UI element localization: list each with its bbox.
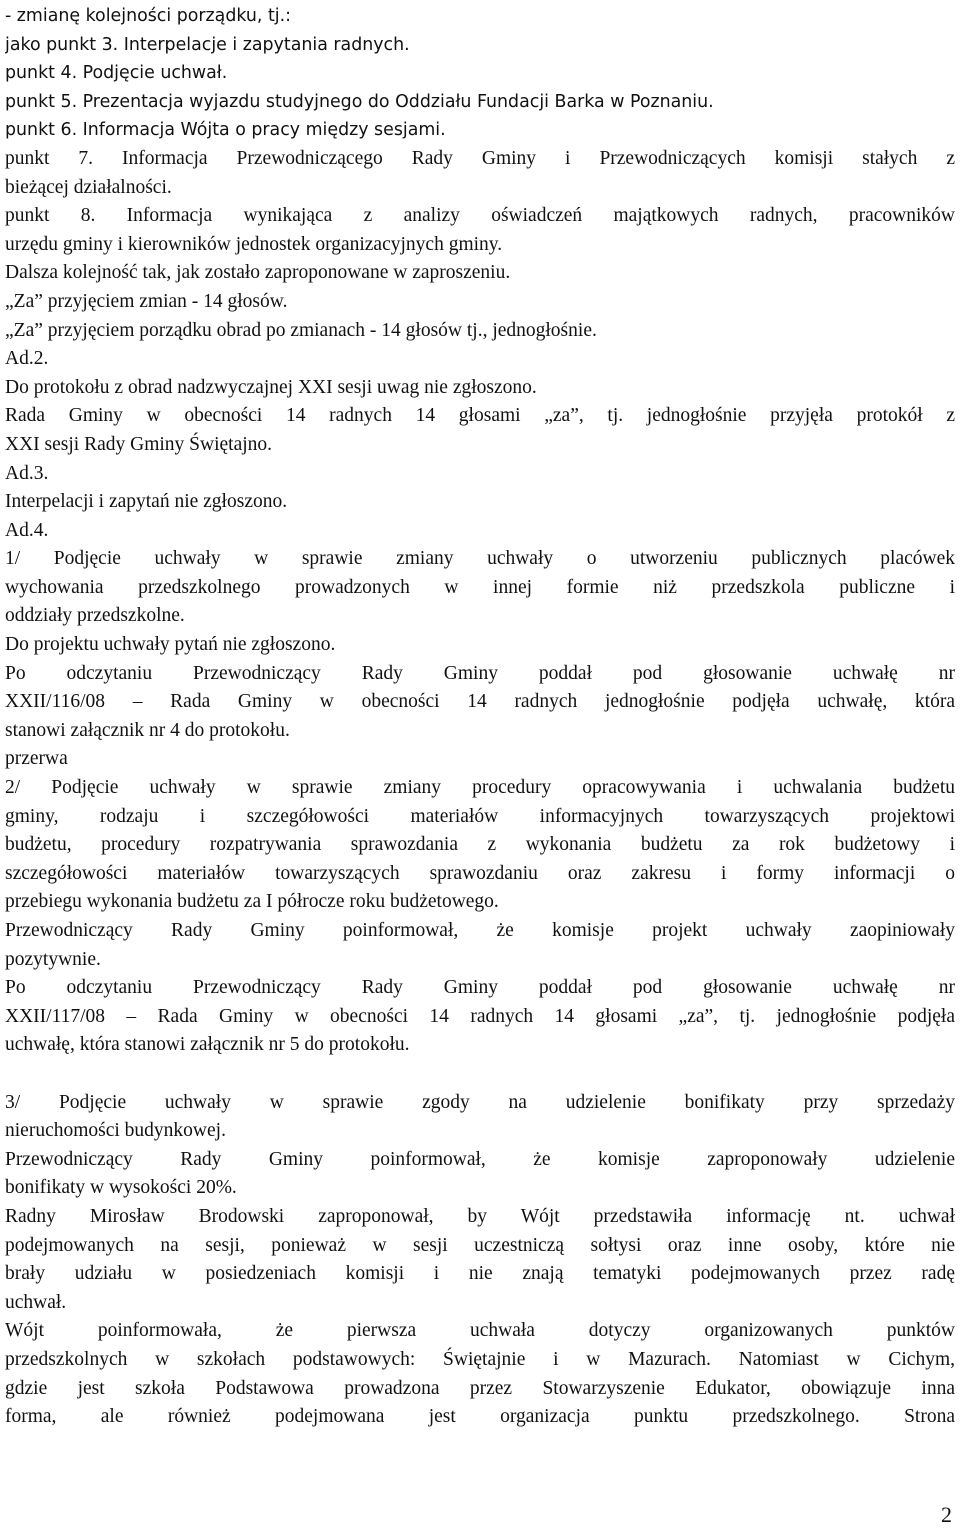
blank-line (5, 1060, 955, 1089)
text-line: stanowi załącznik nr 4 do protokołu. (5, 719, 290, 741)
text-line: jako punkt 3. Interpelacje i zapytania radnych. (5, 34, 410, 55)
text-line: 2/ Podjęcie uchwały w sprawie zmiany procedury opracowywania i uchwalania budżetu (5, 777, 955, 799)
text-line: Radny Mirosław Brodowski zaproponował, by Wójt przedstawiła informację nt. uchwał (5, 1205, 955, 1227)
text-line: XXII/117/08 – Rada Gminy w obecności 14 radnych 14 głosami „za”, tj. jednogłośnie podjęła (5, 1005, 955, 1027)
text-line: Po odczytaniu Przewodniczący Rady Gminy poddał pod głosowanie uchwałę nr (5, 662, 955, 684)
text-line: wychowania przedszkolnego prowadzonych w innej formie niż przedszkola publiczne i (5, 576, 955, 598)
text-line: punkt 6. Informacja Wójta o pracy między sesjami. (5, 120, 446, 141)
text-line: punkt 8. Informacja wynikająca z analizy oświadczeń majątkowych radnych, pracowników (5, 205, 955, 227)
text-line: podejmowanych na sesji, ponieważ w sesji uczestniczą sołtysi oraz inne osoby, które nie (5, 1234, 955, 1256)
text-line: Przewodniczący Rady Gminy poinformował, że komisje projekt uchwały zaopiniowały (5, 920, 955, 941)
text-line: Interpelacji i zapytań nie zgłoszono. (5, 491, 288, 513)
text-line: XXII/116/08 – Rada Gminy w obecności 14 radnych jednogłośnie podjęła uchwałę, która (5, 691, 955, 713)
text-line: 1/ Podjęcie uchwały w sprawie zmiany uchwały o utworzeniu publicznych placówek (5, 548, 955, 570)
text-line: „Za” przyjęciem zmian - 14 głosów. (5, 290, 288, 312)
text-line: Do protokołu z obrad nadzwyczajnej XXI sesji uwag nie zgłoszono. (5, 376, 537, 398)
text-line: szczegółowości materiałów towarzyszących sprawozdaniu oraz zakresu i formy informacji o (5, 862, 955, 884)
text-line: budżetu, procedury rozpatrywania sprawozdania z wykonania budżetu za rok budżetowy i (5, 834, 955, 856)
text-line: oddziały przedszkolne. (5, 605, 185, 627)
document-body (5, 2, 955, 1432)
text-line: „Za” przyjęciem porządku obrad po zmianach - 14 głosów tj., jednogłośnie. (5, 319, 597, 341)
text-line: nieruchomości budynkowej. (5, 1120, 226, 1142)
text-line: uchwał. (5, 1291, 67, 1313)
section-heading: Ad.2. (5, 348, 49, 370)
text-line: uchwałę, która stanowi załącznik nr 5 do protokołu. (5, 1034, 410, 1056)
text-line: punkt 4. Podjęcie uchwał. (5, 63, 228, 84)
text-line: - zmianę kolejności porządku, tj.: (5, 6, 292, 26)
section-heading: Ad.3. (5, 462, 49, 484)
text-line: forma, ale również podejmowana jest organizacja punktu przedszkolnego. Strona (5, 1406, 955, 1428)
text-line: gminy, rodzaju i szczegółowości materiałów informacyjnych towarzyszących projektowi (5, 805, 955, 827)
text-line: przedszkolnych w szkołach podstawowych: Świętajnie i w Mazurach. Natomiast w Cichym, (5, 1348, 955, 1370)
text-line: gdzie jest szkoła Podstawowa prowadzona przez Stowarzyszenie Edukator, obowiązuje inna (5, 1377, 955, 1399)
text-line: pozytywnie. (5, 948, 101, 970)
text-line: Do projektu uchwały pytań nie zgłoszono. (5, 634, 336, 656)
text-line: 3/ Podjęcie uchwały w sprawie zgody na udzielenie bonifikaty przy sprzedaży (5, 1091, 955, 1113)
text-line: Po odczytaniu Przewodniczący Rady Gminy poddał pod głosowanie uchwałę nr (5, 977, 955, 999)
text-line: punkt 7. Informacja Przewodniczącego Rady Gminy i Przewodniczących komisji stałych z (5, 147, 955, 169)
text-line: Wójt poinformowała, że pierwsza uchwała dotyczy organizowanych punktów (5, 1320, 955, 1342)
text-line: brały udziału w posiedzeniach komisji i nie znają tematyki podejmowanych przez radę (5, 1263, 955, 1285)
text-line: przebiegu wykonania budżetu za I półrocze roku budżetowego. (5, 891, 499, 913)
text-line: urzędu gminy i kierowników jednostek organizacyjnych gminy. (5, 233, 503, 255)
text-line: XXI sesji Rady Gminy Świętajno. (5, 433, 273, 455)
section-heading: Ad.4. (5, 519, 49, 541)
text-line: Rada Gminy w obecności 14 radnych 14 głosami „za”, tj. jednogłośnie przyjęła protokół z (5, 405, 955, 427)
text-line: Dalsza kolejność tak, jak zostało zaproponowane w zaproszeniu. (5, 262, 511, 284)
text-line: przerwa (5, 748, 68, 770)
page-number: 2 (941, 1502, 952, 1527)
text-line: bieżącej działalności. (5, 176, 172, 198)
text-line: bonifikaty w wysokości 20%. (5, 1177, 237, 1199)
text-line: punkt 5. Prezentacja wyjazdu studyjnego do Oddziału Fundacji Barka w Poznaniu. (5, 91, 714, 112)
text-line: Przewodniczący Rady Gminy poinformował, że komisje zaproponowały udzielenie (5, 1148, 955, 1170)
